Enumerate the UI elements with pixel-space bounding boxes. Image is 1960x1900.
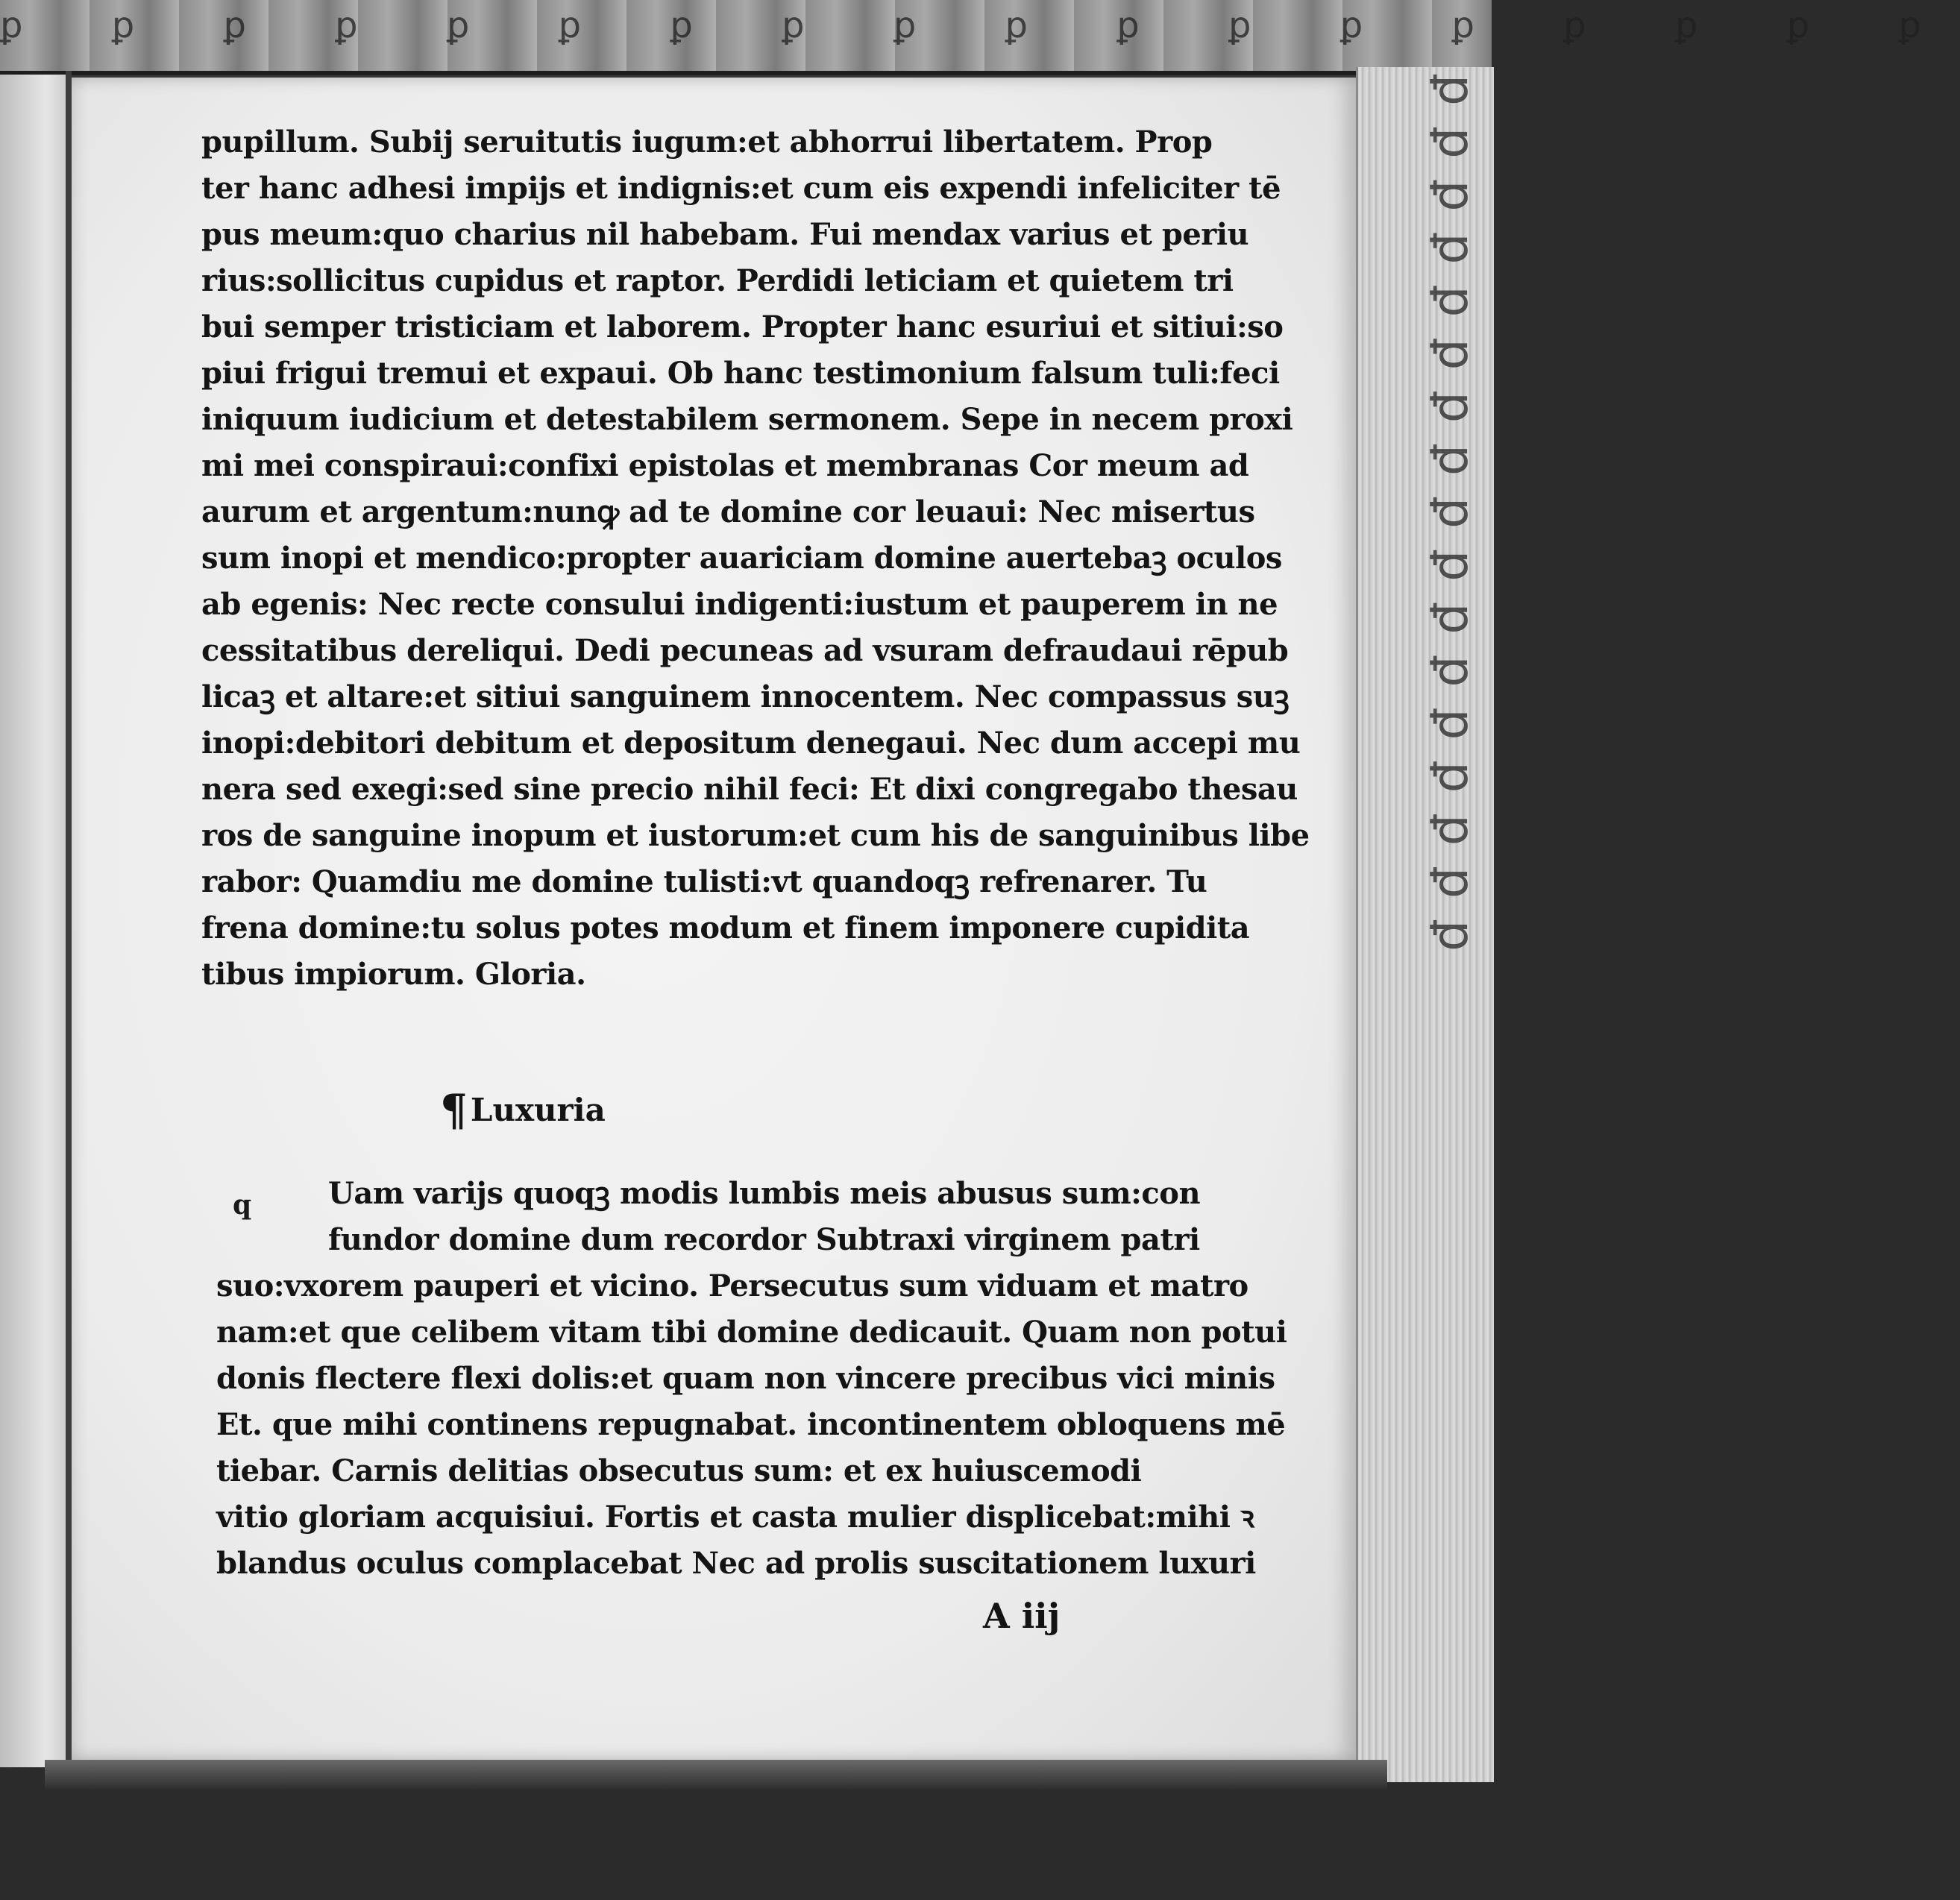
text-line: inopi:debitori debitum et depositum denegaui. Nec dum accepi mu — [201, 726, 1301, 761]
text-line: Uam varijs quoqꝫ modis lumbis meis abusus sum:con — [328, 1176, 1201, 1211]
text-line: tibus impiorum. Gloria. — [201, 957, 586, 992]
gutter — [66, 71, 72, 1778]
fore-edge-showthrough: ꝑ ꝑ ꝑ ꝑ ꝑ ꝑ ꝑ ꝑ ꝑ ꝑ ꝑ ꝑ ꝑ ꝑ ꝑ ꝑ ꝑ — [1428, 75, 1486, 954]
signature-mark: A iij — [983, 1596, 1061, 1636]
text-line: iniquum iudicium et detestabilem sermonem. Sepe in necem proxi — [201, 402, 1293, 437]
text-line: mi mei conspiraui:confixi epistolas et membranas Cor meum ad — [201, 448, 1249, 483]
section-heading — [440, 1085, 606, 1136]
top-binding-strip — [0, 0, 1960, 75]
text-line: licaꝫ et altare:et sitiui sanguinem innocentem. Nec compassus suꝫ — [201, 679, 1290, 714]
guide-letter: q — [233, 1189, 252, 1221]
text-line: nam:et que celibem vitam tibi domine dedicauit. Quam non potui — [216, 1315, 1287, 1350]
text-line: rius:sollicitus cupidus et raptor. Perdidi leticiam et quietem tri — [201, 263, 1234, 298]
text-line: aurum et argentum:nunꝙ ad te domine cor leuaui: Nec misertus — [201, 494, 1255, 529]
text-line: ab egenis: Nec recte consului indigenti:iustum et pauperem in ne — [201, 587, 1278, 622]
text-line: ros de sanguine inopum et iustorum:et cum his de sanguinibus libe — [201, 818, 1310, 853]
text-line: bui semper tristiciam et laborem. Propter hanc esuriui et sitiui:so — [201, 309, 1284, 345]
text-block-indented — [328, 1171, 1201, 1263]
text-line: vitio gloriam acquisiui. Fortis et casta mulier displicebat:mihi ꝛ — [216, 1500, 1254, 1535]
text-line: tiebar. Carnis delitias obsecutus sum: et ex huiuscemodi — [216, 1453, 1142, 1488]
text-block-main — [201, 119, 1310, 998]
text-line: fundor domine dum recordor Subtraxi virginem patri — [328, 1222, 1200, 1257]
text-line: piui frigui tremui et expaui. Ob hanc testimonium falsum tuli:feci — [201, 356, 1280, 391]
text-line: cessitatibus dereliqui. Dedi pecuneas ad vsuram defraudaui rēpub — [201, 633, 1289, 668]
text-line: nera sed exegi:sed sine precio nihil feci: Et dixi congregabo thesau — [201, 772, 1298, 807]
binding-pattern: ꝑ ꝑ ꝑ ꝑ ꝑ ꝑ ꝑ ꝑ ꝑ ꝑ ꝑ ꝑ ꝑ ꝑ ꝑ ꝑ ꝑ ꝑ — [0, 4, 1960, 46]
facing-page-edge — [0, 75, 69, 1767]
text-line: suo:vxorem pauperi et vicino. Persecutus sum viduam et matro — [216, 1268, 1248, 1303]
heading-text: Luxuria — [470, 1092, 606, 1128]
text-line: frena domine:tu solus potes modum et finem imponere cupidita — [201, 910, 1250, 946]
text-line: pupillum. Subij seruitutis iugum:et abhorrui libertatem. Prop — [201, 125, 1213, 160]
text-line: sum inopi et mendico:propter auariciam domine auertebaꝫ oculos — [201, 541, 1282, 576]
text-line: blandus oculus complacebat Nec ad prolis suscitationem luxuri — [216, 1546, 1256, 1581]
bottom-edge — [45, 1760, 1387, 1790]
text-line: ter hanc adhesi impijs et indignis:et cum eis expendi infeliciter tē — [201, 171, 1281, 206]
text-line: pus meum:quo charius nil habebam. Fui mendax varius et periu — [201, 217, 1249, 252]
text-block-continued — [216, 1263, 1287, 1587]
text-line: rabor: Quamdiu me domine tulisti:vt quandoqꝫ refrenarer. Tu — [201, 864, 1207, 899]
pilcrow-mark: ¶ — [440, 1085, 468, 1136]
text-line: Et. que mihi continens repugnabat. incontinentem obloquens mē — [216, 1407, 1286, 1442]
text-line: donis flectere flexi dolis:et quam non vincere precibus vici minis — [216, 1361, 1275, 1396]
